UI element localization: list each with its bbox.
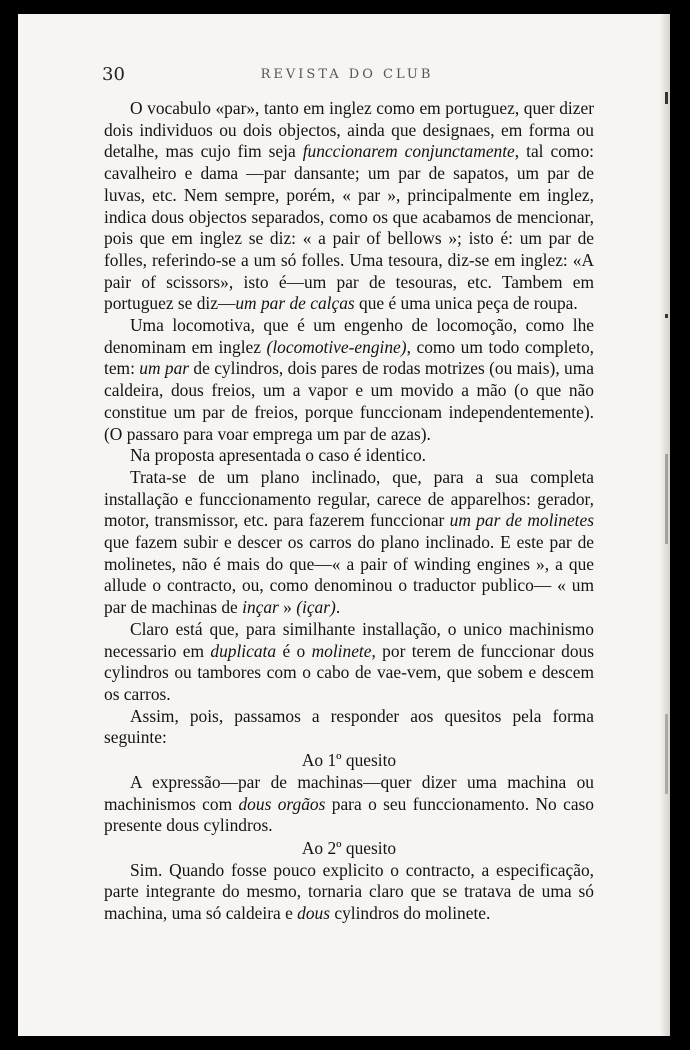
page-edge-mark <box>665 714 668 794</box>
section-heading-1: Ao 1º quesito <box>301 750 397 771</box>
section-heading-2: Ao 2º quesito <box>301 837 397 858</box>
page-edge-mark <box>665 92 668 104</box>
italic-text: (locomotive-engine) <box>266 336 407 357</box>
paragraph: Assim, pois, passamos a responder aos quesitos pela forma seguinte: <box>104 705 594 748</box>
italic-text: dous orgãos <box>238 793 326 814</box>
italic-text: dous <box>297 903 330 924</box>
page-edge-mark <box>665 314 668 318</box>
italic-text: molinete <box>311 640 372 661</box>
italic-text: um par <box>139 358 190 379</box>
running-title: REVISTA DO CLUB <box>260 67 434 82</box>
paragraph: Claro está que, para similhante installação, o unico machinismo necessario em duplicata é o molinete, por terem de funccionar dous cylindros ou tambores com o cabo de vae-vem, que sobem e descem os carros. <box>104 618 594 704</box>
body-text <box>104 98 594 925</box>
italic-text: (içar) <box>296 597 336 618</box>
italic-text: funccionarem conjunctamente <box>302 141 515 162</box>
paragraph: Sim. Quando fosse pouco explicito o contracto, a especificação, parte integrante do mesmo, tornaria claro que se tratava de uma só machina, uma só caldeira e dous cylindros do molinete. <box>104 859 594 924</box>
book-page <box>18 14 670 1036</box>
page-number: 30 <box>102 64 125 85</box>
paragraph: Trata-se de um plano inclinado, que, para a sua completa installação e funccionamento regular, carece de apparelhos: gerador, motor, transmissor, etc. para fazerem funccionar um par de molinetes que fazem subir e descer os carros do plano inclinado. E este par de molinetes, não é mais do que—« a pair of winding engines », a que allude o contracto, ou, como denominou o traductor publico— « um par de machinas de inçar » (içar). <box>104 466 594 618</box>
italic-text: um par de molinetes <box>449 510 594 531</box>
paragraph: Na proposta apresentada o caso é identico. <box>130 445 427 466</box>
italic-text: um par de calças <box>235 293 355 314</box>
italic-text: inçar <box>242 597 279 618</box>
paragraph: O vocabulo «par», tanto em inglez como em portuguez, quer dizer dois individuos ou dois objectos, ainda que designaes, em forma ou detalhe, mas cujo fim seja funccionarem conjunctamente, tal como: cavalheiro e dama —par dansante; um par de sapatos, um par de luvas, etc. Nem sempre, porém, « par », principalmente em inglez, indica dous objectos separados, como os que acabamos de mencionar, pois que em inglez se diz: « a pair of bellows »; isto é: um par de folles, referindo-se a um só folles. Uma tesoura, diz-se em inglez: «A pair of scissors», isto é—um par de tesouras, etc. Tambem em portuguez se diz—um par de calças que é uma unica peça de roupa. <box>104 98 594 314</box>
paragraph: Uma locomotiva, que é um engenho de locomoção, como lhe denominam em inglez (locomotive-engine), como um todo completo, tem: um par de cylindros, dois pares de rodas motrizes (ou mais), uma caldeira, dous freios, um a vapor e um movido a mão (o que não constitue um par de freios, porque funccionam independentemente). (O passaro para voar emprega um par de azas). <box>104 315 594 444</box>
italic-text: duplicata <box>210 640 277 661</box>
page-header <box>102 64 592 88</box>
paragraph: A expressão—par de machinas—quer dizer uma machina ou machinismos com dous orgãos para o seu funccionamento. No caso presente dous cylindros. <box>104 771 594 836</box>
page-edge-mark <box>665 454 668 544</box>
